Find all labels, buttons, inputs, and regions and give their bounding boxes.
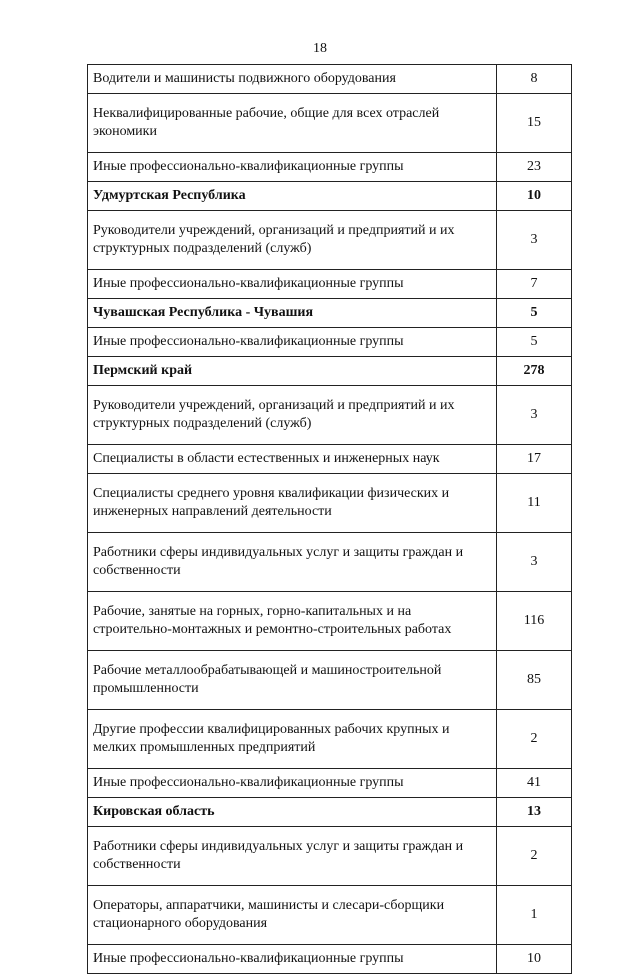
occupation-group-cell: Руководители учреждений, организаций и предприятий и их структурных подразделений (служб) [88,386,497,445]
occupation-group-cell: Иные профессионально-квалификационные группы [88,769,497,798]
region-name-cell: Кировская область [88,798,497,827]
table-row [88,211,572,270]
table-row [88,386,572,445]
table-row [88,886,572,945]
region-name-cell: Пермский край [88,357,497,386]
count-cell: 15 [497,94,572,153]
occupation-group-cell: Иные профессионально-квалификационные группы [88,945,497,974]
region-name-cell: Чувашская Республика - Чувашия [88,299,497,328]
count-cell: 11 [497,474,572,533]
count-cell: 3 [497,211,572,270]
table-row [88,769,572,798]
table-row [88,710,572,769]
table-row [88,533,572,592]
occupation-group-cell: Операторы, аппаратчики, машинисты и слесари-сборщики стационарного оборудования [88,886,497,945]
count-cell: 17 [497,445,572,474]
occupation-group-cell: Руководители учреждений, организаций и предприятий и их структурных подразделений (служб) [88,211,497,270]
table-row [88,445,572,474]
occupation-table [87,64,572,974]
occupation-group-cell: Неквалифицированные рабочие, общие для всех отраслей экономики [88,94,497,153]
occupation-group-cell: Работники сферы индивидуальных услуг и защиты граждан и собственности [88,827,497,886]
occupation-group-cell: Водители и машинисты подвижного оборудования [88,65,497,94]
occupation-group-cell: Работники сферы индивидуальных услуг и защиты граждан и собственности [88,533,497,592]
table-row [88,328,572,357]
region-row [88,798,572,827]
occupation-group-cell: Специалисты среднего уровня квалификации физических и инженерных направлений деятельности [88,474,497,533]
occupation-group-cell: Рабочие металлообрабатывающей и машиностроительной промышленности [88,651,497,710]
table-row [88,270,572,299]
region-row [88,182,572,211]
count-cell: 8 [497,65,572,94]
table-row [88,65,572,94]
count-cell: 85 [497,651,572,710]
count-cell: 41 [497,769,572,798]
region-row [88,299,572,328]
count-cell: 2 [497,710,572,769]
table-row [88,592,572,651]
table-row [88,945,572,974]
occupation-group-cell: Иные профессионально-квалификационные группы [88,328,497,357]
count-cell: 3 [497,533,572,592]
region-row [88,357,572,386]
count-cell: 1 [497,886,572,945]
occupation-group-cell: Рабочие, занятые на горных, горно-капитальных и на строительно-монтажных и ремонтно-строительных работах [88,592,497,651]
region-name-cell: Удмуртская Республика [88,182,497,211]
page-number: 18 [313,41,327,56]
occupation-group-cell: Иные профессионально-квалификационные группы [88,270,497,299]
count-cell: 3 [497,386,572,445]
occupation-group-cell: Специалисты в области естественных и инженерных наук [88,445,497,474]
occupation-group-cell: Другие профессии квалифицированных рабочих крупных и мелких промышленных предприятий [88,710,497,769]
region-count-cell: 278 [497,357,572,386]
region-count-cell: 5 [497,299,572,328]
count-cell: 10 [497,945,572,974]
region-count-cell: 10 [497,182,572,211]
count-cell: 7 [497,270,572,299]
table-row [88,94,572,153]
table-row [88,474,572,533]
table-row [88,827,572,886]
table-row [88,153,572,182]
table-row [88,651,572,710]
occupation-group-cell: Иные профессионально-квалификационные группы [88,153,497,182]
count-cell: 2 [497,827,572,886]
table-body [88,65,572,974]
count-cell: 116 [497,592,572,651]
region-count-cell: 13 [497,798,572,827]
count-cell: 23 [497,153,572,182]
count-cell: 5 [497,328,572,357]
